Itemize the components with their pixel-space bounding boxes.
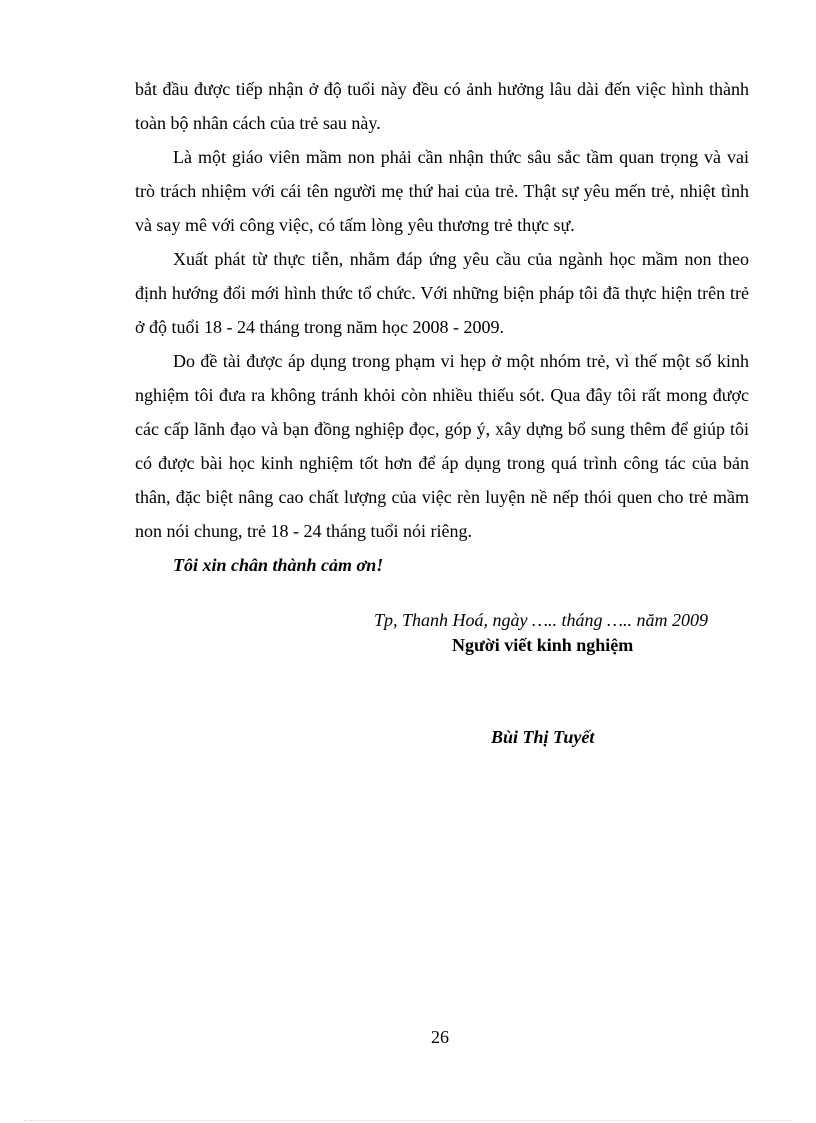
page-edge-divider [24,1120,792,1121]
paragraph-origin: Xuất phát từ thực tiễn, nhằm đáp ứng yêu cầu của ngành học mầm non theo định hướng đổi mới hình thức tổ chức. Với những biện pháp tôi đã thực hiện trên trẻ ở độ tuổi 18 - 24 tháng trong năm học 2008 - 2009. [135,249,749,337]
page-number: 26 [431,1027,449,1047]
signer-role: Người viết kinh nghiệm [452,635,634,655]
paragraph-limitations: Do đề tài được áp dụng trong phạm vi hẹp ở một nhóm trẻ, vì thế một số kinh nghiệm tôi đưa ra không tránh khỏi còn nhiều thiếu sót. Qua đây tôi rất mong được các cấp lãnh đạo và bạn đồng nghiệp đọc, góp ý, xây dựng bổ sung thêm để giúp tôi có được bài học kinh nghiệm tốt hơn để áp dụng trong quá trình công tác của bản thân, đặc biệt nâng cao chất lượng của việc rèn luyện nề nếp thói quen cho trẻ mầm non nói chung, trẻ 18 - 24 tháng tuổi nói riêng. [135,351,749,541]
paragraph-teacher-role: Là một giáo viên mầm non phải cần nhận thức sâu sắc tầm quan trọng và vai trò trách nhiệm với cái tên người mẹ thứ hai của trẻ. Thật sự yêu mến trẻ, nhiệt tình và say mê với công việc, có tấm lòng yêu thương trẻ thực sự. [135,147,749,235]
paragraph-continuation: bắt đầu được tiếp nhận ở độ tuổi này đều có ảnh hưởng lâu dài đến việc hình thành toàn bộ nhân cách của trẻ sau này. [135,79,749,133]
closing-thanks: Tôi xin chân thành cảm ơn! [173,555,384,575]
place-date: Tp, Thanh Hoá, ngày ….. tháng ….. năm 2009 [374,610,709,630]
signer-name: Bùi Thị Tuyết [491,727,595,747]
body-text [135,72,749,582]
